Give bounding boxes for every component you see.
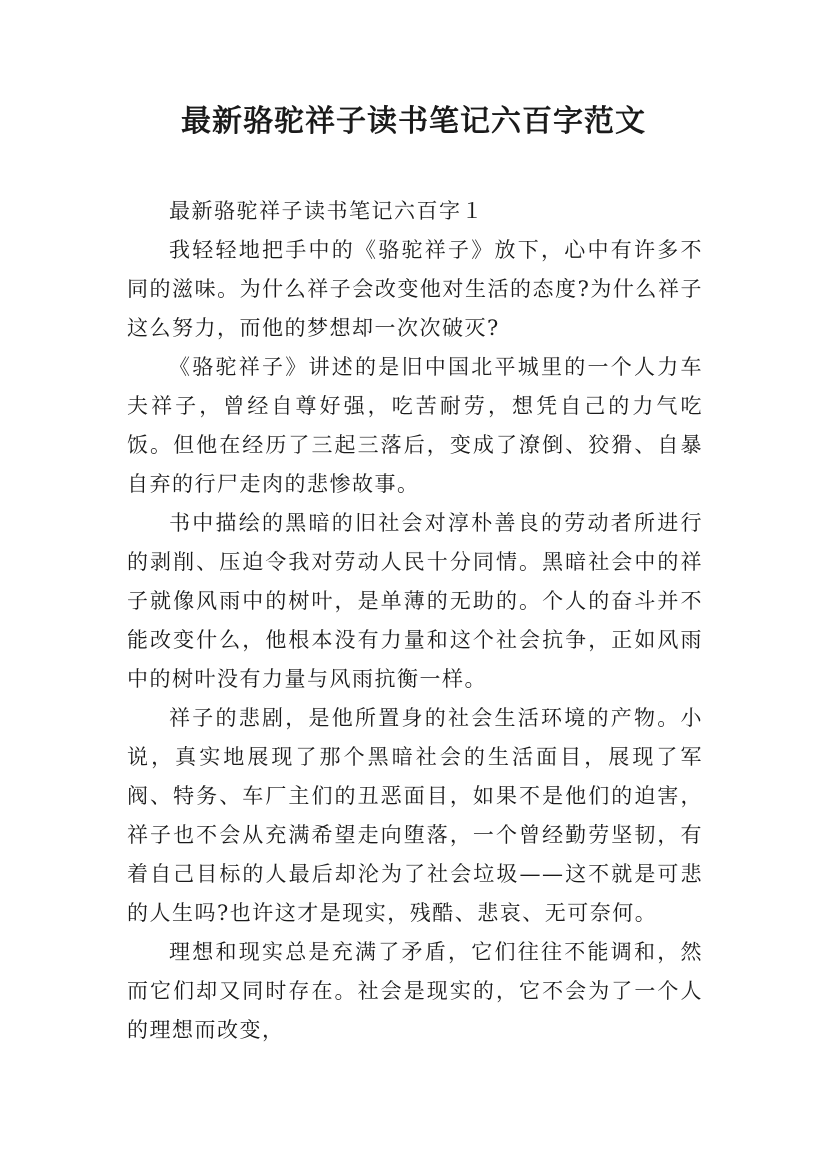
paragraph-5: 理想和现实总是充满了矛盾，它们往往不能调和，然而它们却又同时存在。社会是现实的，它不会为了一个人的理想而改变， [127,940,703,1042]
paragraph-2: 《骆驼祥子》讲述的是旧中国北平城里的一个人力车夫祥子，曾经自尊好强，吃苦耐劳，想凭自己的力气吃饭。但他在经历了三起三落后，变成了潦倒、狡猾、自暴自弃的行尸走肉的悲惨故事。 [127,355,703,496]
paragraph-4: 祥子的悲剧，是他所置身的社会生活环境的产物。小说，真实地展现了那个黑暗社会的生活面目，展现了军阀、特务、车厂主们的丑恶面目，如果不是他们的迫害，祥子也不会从充满希望走向堕落，一个曾经勤劳坚韧，有着自己目标的人最后却沦为了社会垃圾——这不就是可悲的人生吗?也许这才是现实，残酷、悲哀、无可奈何。 [127,706,703,925]
paragraph-3: 书中描绘的黑暗的旧社会对淳朴善良的劳动者所进行的剥削、压迫令我对劳动人民十分同情。黑暗社会中的祥子就像风雨中的树叶，是单薄的无助的。个人的奋斗并不能改变什么，他根本没有力量和这个社会抗争，正如风雨中的树叶没有力量与风雨抗衡一样。 [127,511,703,691]
document-body [127,192,703,1050]
section-subtitle: 最新骆驼祥子读书笔记六百字１ [169,199,484,223]
document-title: 最新骆驼祥子读书笔记六百字范文 [181,104,646,139]
paragraph-1: 我轻轻地把手中的《骆驼祥子》放下，心中有许多不同的滋味。为什么祥子会改变他对生活的态度?为什么祥子这么努力，而他的梦想却一次次破灭? [127,238,703,340]
